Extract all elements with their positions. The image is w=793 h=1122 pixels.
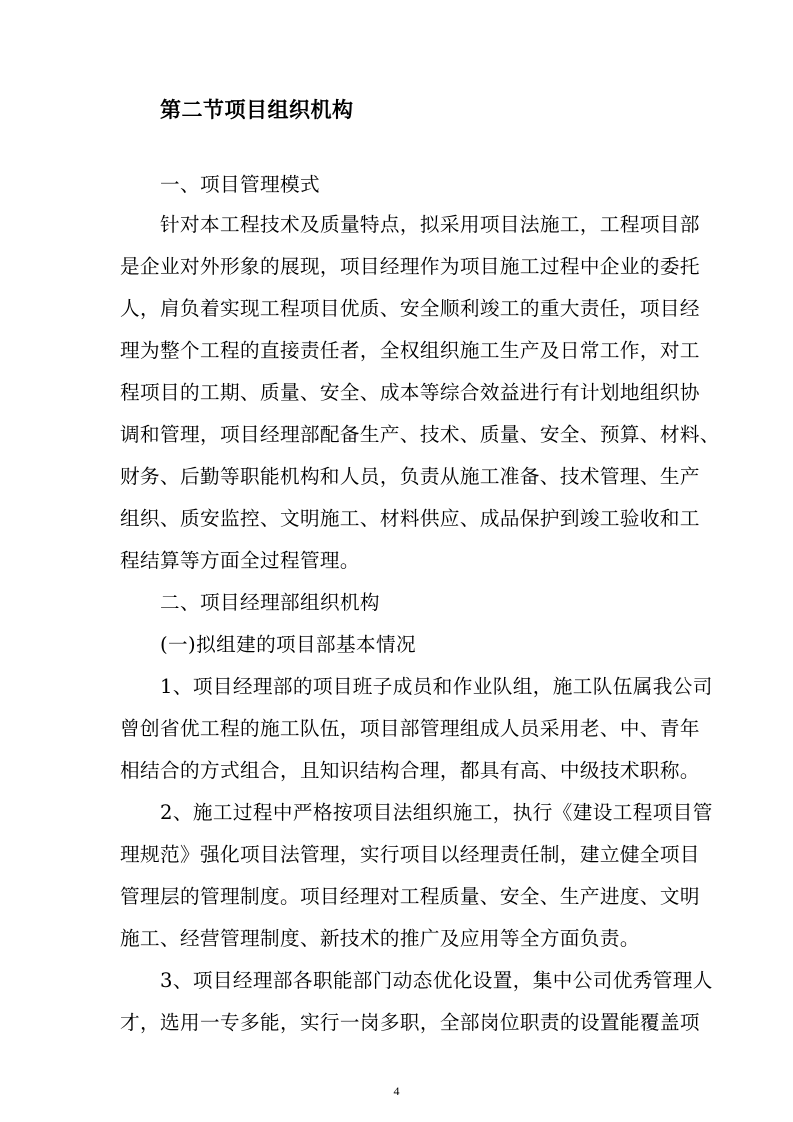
- paragraph-line: 调和管理，项目经理部配备生产、技术、质量、安全、预算、材料、: [120, 423, 720, 446]
- paragraph-line: 组织、质安监控、文明施工、材料供应、成品保护到竣工验收和工: [120, 507, 700, 530]
- item-2-line: 施工、经营管理制度、新技术的推广及应用等全方面负责。: [120, 927, 640, 950]
- item-1-line: 1、项目经理部的项目班子成员和作业队组，施工队伍属我公司: [160, 675, 713, 698]
- paragraph-line: 程结算等方面全过程管理。: [120, 549, 360, 572]
- page-number: 4: [393, 1084, 400, 1098]
- heading-project-management-mode: 一、项目管理模式: [160, 173, 320, 196]
- item-2-line: 2、施工过程中严格按项目法组织施工，执行《建设工程项目管: [160, 801, 713, 824]
- heading-project-department-organization: 二、项目经理部组织机构: [160, 591, 380, 614]
- item-2-line: 理规范》强化项目法管理，实行项目以经理责任制，建立健全项目: [120, 843, 700, 866]
- paragraph-line: 是企业对外形象的展现，项目经理作为项目施工过程中企业的委托: [120, 255, 700, 278]
- paragraph-line: 理为整个工程的直接责任者，全权组织施工生产及日常工作，对工: [120, 339, 700, 362]
- item-3-line: 才，选用一专多能，实行一岗多职，全部岗位职责的设置能覆盖项: [120, 1011, 700, 1034]
- item-3-line: 3、项目经理部各职能部门动态优化设置，集中公司优秀管理人: [160, 969, 713, 992]
- item-1-line: 相结合的方式组合，且知识结构合理，都具有高、中级技术职称。: [120, 759, 700, 782]
- paragraph-line: 人，肩负着实现工程项目优质、安全顺利竣工的重大责任，项目经: [120, 297, 700, 320]
- section-title: 第二节项目组织机构: [160, 97, 354, 122]
- item-2-line: 管理层的管理制度。项目经理对工程质量、安全、生产进度、文明: [120, 885, 700, 908]
- paragraph-line: 程项目的工期、质量、安全、成本等综合效益进行有计划地组织协: [120, 381, 700, 404]
- item-1-line: 曾创省优工程的施工队伍，项目部管理组成人员采用老、中、青年: [120, 717, 700, 740]
- paragraph-line: 针对本工程技术及质量特点，拟采用项目法施工，工程项目部: [160, 213, 700, 236]
- subheading-basic-situation: (一)拟组建的项目部基本情况: [160, 633, 417, 656]
- paragraph-line: 财务、后勤等职能机构和人员，负责从施工准备、技术管理、生产: [120, 465, 700, 488]
